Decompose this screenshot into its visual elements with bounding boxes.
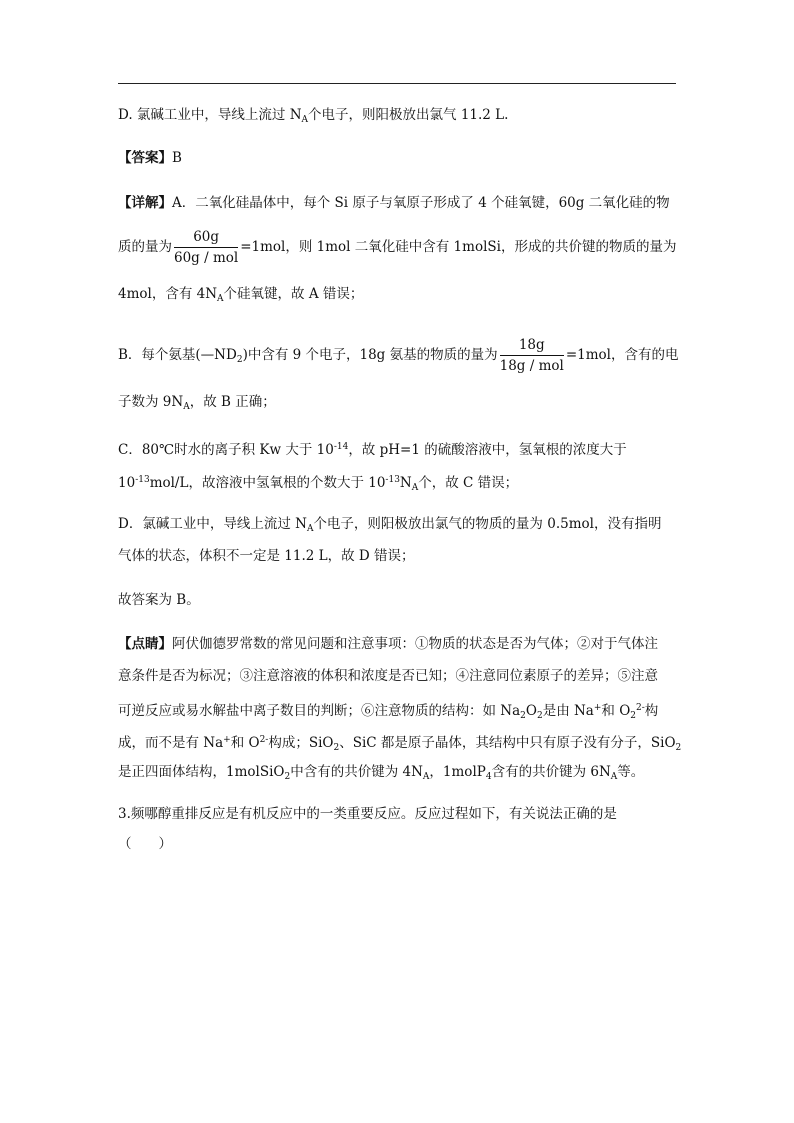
conclusion-line: 故答案为 B。: [118, 592, 200, 608]
header-rule: [118, 83, 676, 84]
notes-line-5: 是正四面体结构，1molSiO$_2$中含有的共价键为 $4N_A$，1molP$_4$含有的共价键为 $6N_A$等。: [118, 764, 645, 782]
notes-label: 【点睛】: [118, 636, 172, 652]
notes-line-2: 意条件是否为标况；③注意溶液的体积和浓度是否已知；④注意同位素原子的差异；⑤注意: [118, 668, 658, 684]
detail-line-2: 质的量为 $\frac{60g}{\text{60g / mol}}$ =1mol，则 1mol 二氧化硅中含有 1molSi，形成的共价键的物质的量为: [118, 229, 677, 266]
notes-line-4: 成，而不是有 Na+和 $O^{2-}$构成；SiO$_2$、SiC 都是原子晶体，其结构中只有原子没有分子，SiO$_2$: [118, 735, 682, 753]
answer-line: [118, 148, 182, 168]
detail-d-line-1: D．氯碱工业中，导线上流过 $N_A$个电子，则阳极放出氯气的物质的量为 0.5mol，没有指明: [118, 516, 662, 534]
detail-d-line-2: 气体的状态，体积不一定是 11.2 L，故 D 错误；: [118, 548, 415, 564]
question-3-line-1: 3.频哪醇重排反应是有机反应中的一类重要反应。反应过程如下，有关说法正确的是: [118, 806, 617, 822]
detail-b-line-2: 子数为 $9N_A$，故 B 正确；: [118, 394, 276, 412]
detail-c-line-2: $10^{-13}mol/L$，故溶液中氢氧根的个数大于 $10^{-13}N_A$个，故 C 错误；: [118, 475, 519, 493]
answer-label: 【答案】: [118, 150, 172, 166]
question-3-blank: （ ）: [118, 836, 172, 852]
notes-line-3: 可逆反应或易水解盐中离子数目的判断；⑥注意物质的结构：如 $Na_2O_2$是由 Na+和 $O_2^{2-}$构: [118, 703, 659, 721]
notes-line-1: 【点睛】阿伏伽德罗常数的常见问题和注意事项：①物质的状态是否为气体；②对于气体注: [118, 636, 658, 652]
detail-b-line-1: B．每个氨基$(—ND_2)$中含有 9 个电子，18g 氨基的物质的量为 $\frac{18g}{\text{18g / mol}}$ =1mol，含有的电: [118, 337, 679, 374]
detail-line-3: 4mol，含有 $4N_A$个硅氧键，故 A 错误；: [118, 286, 364, 304]
answer-value: B: [172, 150, 182, 166]
fraction-18g: $\frac{18g}{\text{18g / mol}}$: [499, 337, 564, 374]
option-d-line: D. 氯碱工业中，导线上流过 $N_A$个电子，则阳极放出氯气 11.2 L.: [118, 107, 509, 125]
detail-c-line-1: C．80℃时水的离子积 Kw 大于 $10^{-14}$，故 pH=1 的硫酸溶液中，氢氧根的浓度大于: [118, 442, 627, 458]
fraction-60g: $\frac{60g}{\text{60g / mol}}$: [174, 229, 239, 266]
detail-label: 【详解】: [118, 195, 172, 211]
detail-line-1: 【详解】A．二氧化硅晶体中，每个 Si 原子与氧原子形成了 4 个硅氧键，60g 二氧化硅的物: [118, 195, 670, 211]
